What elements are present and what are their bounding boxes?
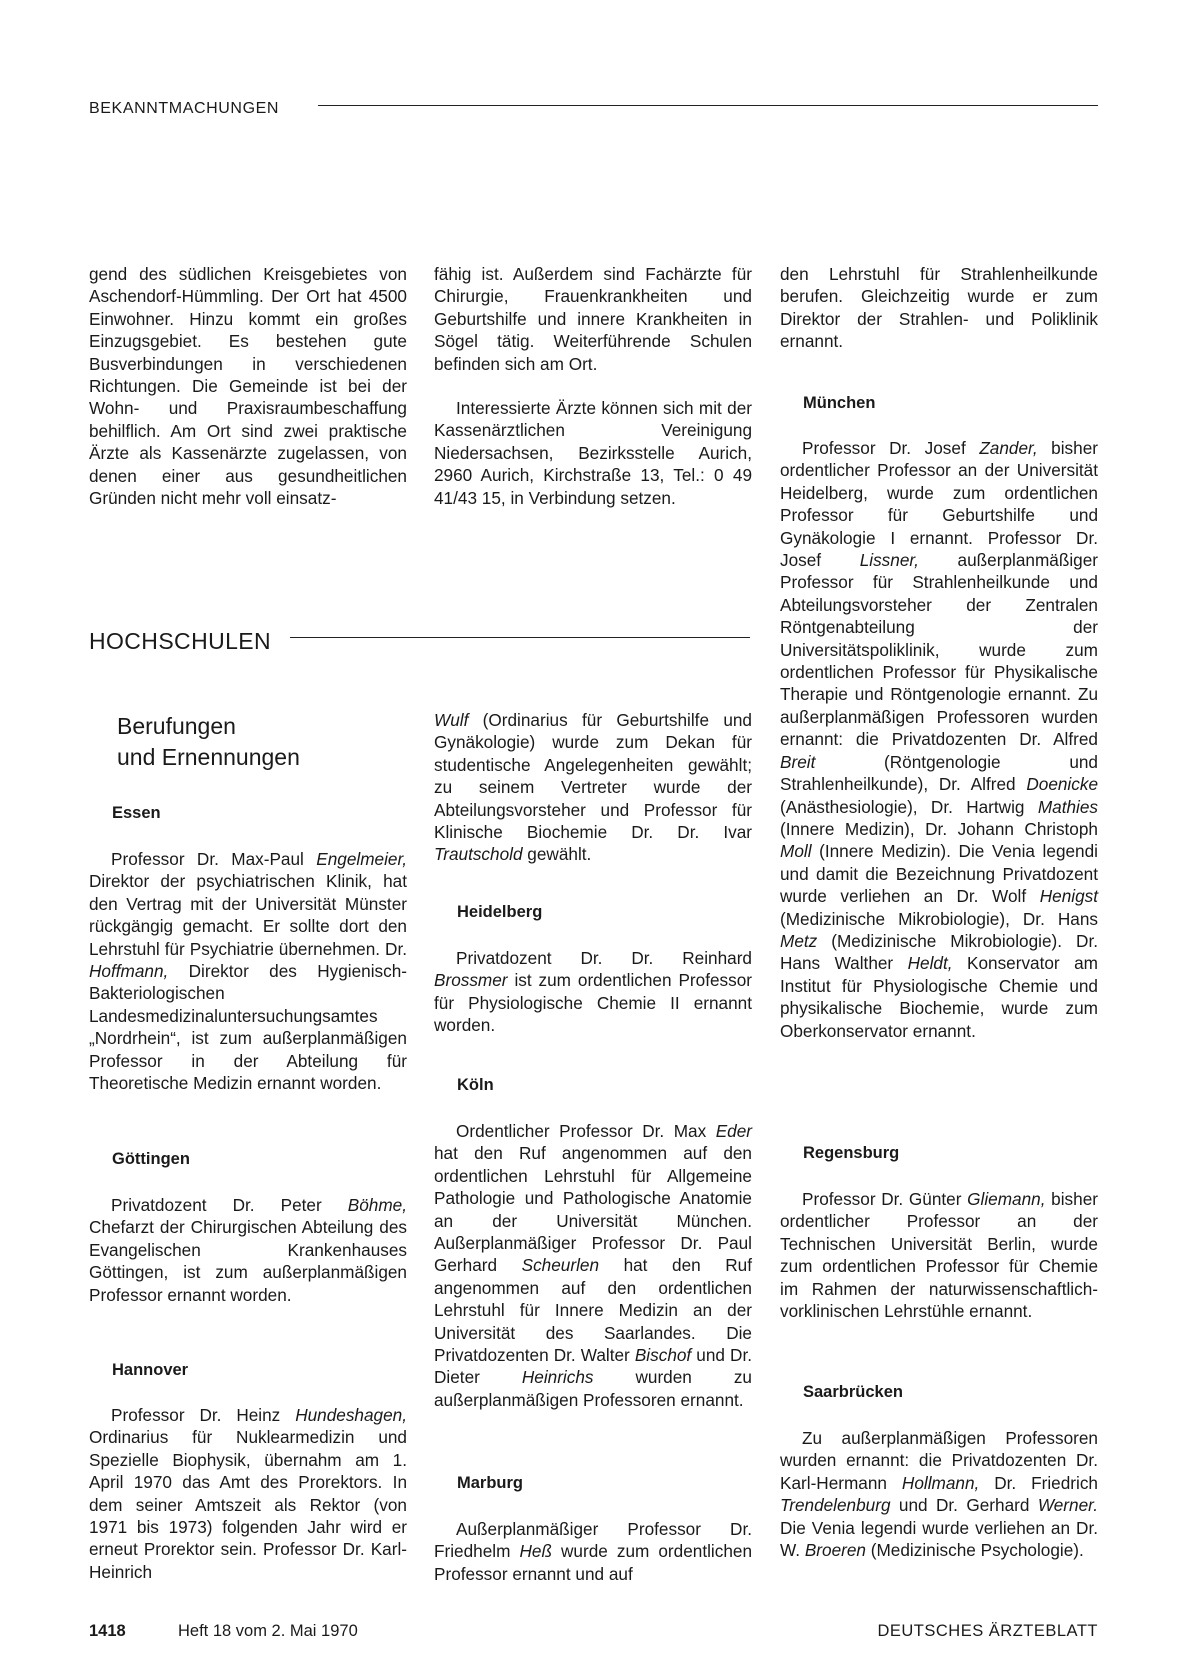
section-title: HOCHSCHULEN xyxy=(89,628,272,654)
heidelberg-paragraph: Privatdozent Dr. Dr. Reinhard Brossmer ist zum ordentlichen Professor für Physiologische Chemie II ernannt worden. xyxy=(434,948,752,1036)
hannover-paragraph: Professor Dr. Heinz Hundeshagen, Ordinarius für Nuklearmedizin und Spezielle Biophysik, übernahm am 1. April 1970 das Amt des Prorektors. In dem seiner Amtszeit als Rektor (von 1971 bis 1973) folgenden Jahr wird er erneut Prorektor sein. Professor Dr. Karl-Heinrich xyxy=(89,1405,407,1582)
journal-name: DEUTSCHES ÄRZTEBLATT xyxy=(877,1622,1098,1640)
page-number: 1418 xyxy=(89,1622,126,1640)
heading-regensburg: Regensburg xyxy=(803,1144,900,1162)
marburg-paragraph: Außerplanmäßiger Professor Dr. Friedhelm Heß wurde zum ordentlichen Professor ernannt und auf xyxy=(434,1519,753,1584)
running-header: BEKANNTMACHUNGEN xyxy=(89,100,280,117)
heading-essen: Essen xyxy=(112,804,161,822)
regensburg-paragraph: Professor Dr. Günter Gliemann, bisher ordentlicher Professor an der Technischen Universität Berlin, wurde zum ordentlichen Professor für Chemie im Rahmen der naturwissenschaftlich-vorklinischen Lehrstühle ernannt. xyxy=(780,1189,1098,1322)
issue-info: Heft 18 vom 2. Mai 1970 xyxy=(178,1622,358,1640)
section-rule xyxy=(290,637,750,638)
muenchen-paragraph: Professor Dr. Josef Zander, bisher ordentlicher Professor an der Universität Heidelberg, wurde zum ordentlichen Professor für Geburtshilfe und Gynäkologie I ernannt. Professor Dr. Josef Lissner, außerplanmäßiger Professor für Strahlenheilkunde und Abteilungsvorsteher der Zentralen Röntgenabteilung der Universitätspoliklinik, wurde zum ordentlichen Professor für Physikalische Therapie und Röntgenologie ernannt. Zu außerplanmäßigen Professoren wurden ernannt: die Privatdozenten Dr. Alfred Breit (Röntgenologie und Strahlenheilkunde), Dr. Alfred Doenicke (Anästhesiologie), Dr. Hartwig Mathies (Innere Medizin), Dr. Johann Christoph Moll (Innere Medizin). Die Venia legendi und damit die Bezeichnung Privatdozent wurde verliehen an Dr. Wolf Henigst (Medizinische Mikrobiologie), Dr. Hans Metz (Medizinische Mikrobiologie). Dr. Hans Walther Heldt, Konservator am Institut für Physiologische Chemie und physikalische Biochemie, wurde zum Oberkonservator ernannt. xyxy=(780,438,1098,1041)
heading-saarbruecken: Saarbrücken xyxy=(803,1383,903,1401)
top-col1-text: gend des südlichen Kreisgebietes von Aschendorf-Hümmling. Der Ort hat 4500 Einwohner. Hinzu kommt ein großes Einzugsgebiet. Es bestehen gute Busverbindungen in verschiedenen Richtungen. Die Gemeinde ist bei der Wohn- und Praxisraumbeschaffung behilflich. Am Ort sind zwei praktische Ärzte als Kassenärzte zugelassen, von denen einer aus gesundheitlichen Gründen nicht mehr voll einsatz- xyxy=(89,264,407,509)
header-rule xyxy=(318,105,1098,106)
col2-continuation: Wulf (Ordinarius für Geburtshilfe und Gynäkologie) wurde zum Dekan für studentische Angelegenheiten gewählt; zu seinem Vertreter wurde der Abteilungsvorsteher und Professor für Klinische Biochemie Dr. Dr. Ivar Trautschold gewählt. xyxy=(434,710,752,865)
subtitle-line-1: Berufungen xyxy=(117,713,236,739)
heading-muenchen: München xyxy=(803,394,876,412)
heading-goettingen: Göttingen xyxy=(112,1150,190,1168)
saarbruecken-paragraph: Zu außerplanmäßigen Professoren wurden ernannt: die Privatdozenten Dr. Karl-Hermann Hollmann, Dr. Friedrich Trendelenburg und Dr. Gerhard Werner. Die Venia legendi wurde verliehen an Dr. W. Broeren (Medizinische Psychologie). xyxy=(780,1428,1098,1561)
top-col2-paragraph-1: fähig ist. Außerdem sind Fachärzte für Chirurgie, Frauenkrankheiten und Geburtshilfe und innere Krankheiten in Sögel tätig. Weiterführende Schulen befinden sich am Ort. xyxy=(434,264,752,374)
heading-marburg: Marburg xyxy=(457,1474,523,1492)
heading-koeln: Köln xyxy=(457,1076,494,1094)
section-subtitle xyxy=(117,711,300,773)
essen-paragraph: Professor Dr. Max-Paul Engelmeier, Direktor der psychiatrischen Klinik, hat den Vertrag mit der Universität Münster rückgängig gemacht. Er sollte dort den Lehrstuhl für Psychiatrie übernehmen. Dr. Hoffmann, Direktor des Hygienisch-Bakteriologischen Landesmedizinaluntersuchungsamtes „Nordrhein“, ist zum außerplanmäßigen Professor in der Abteilung für Theoretische Medizin ernannt worden. xyxy=(89,849,407,1094)
top-col2 xyxy=(434,263,752,509)
top-col3-text: den Lehrstuhl für Strahlenheilkunde berufen. Gleichzeitig wurde er zum Direktor der Strahlen- und Poliklinik ernannt. xyxy=(780,264,1098,352)
heading-heidelberg: Heidelberg xyxy=(457,903,543,921)
goettingen-paragraph: Privatdozent Dr. Peter Böhme, Chefarzt der Chirurgischen Abteilung des Evangelischen Krankenhauses Göttingen, ist zum außerplanmäßigen Professor ernannt worden. xyxy=(89,1195,407,1305)
top-col2-paragraph-2: Interessierte Ärzte können sich mit der Kassenärztlichen Vereinigung Niedersachsen, Bezirksstelle Aurich, 2960 Aurich, Kirchstraße 13, Tel.: 0 49 41/43 15, in Verbindung setzen. xyxy=(434,398,752,508)
subtitle-line-2: und Ernennungen xyxy=(117,744,300,770)
heading-hannover: Hannover xyxy=(112,1361,189,1379)
koeln-paragraph: Ordentlicher Professor Dr. Max Eder hat den Ruf angenommen auf den ordentlichen Lehrstuhl für Allgemeine Pathologie und Pathologische Anatomie an der Universität München. Außerplanmäßiger Professor Dr. Paul Gerhard Scheurlen hat den Ruf angenommen auf den ordentlichen Lehrstuhl für Innere Medizin an der Universität des Saarlandes. Die Privatdozenten Dr. Walter Bischof und Dr. Dieter Heinrichs wurden zu außerplanmäßigen Professoren ernannt. xyxy=(434,1121,752,1410)
